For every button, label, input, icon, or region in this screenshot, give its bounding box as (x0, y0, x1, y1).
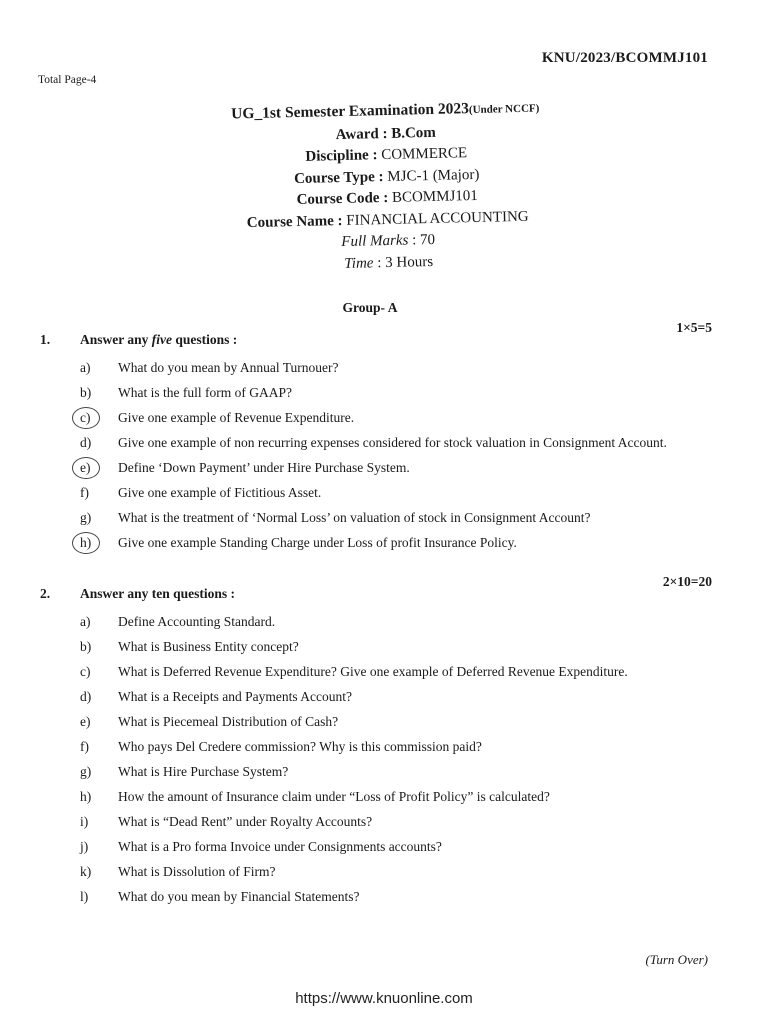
question-marks: 2×10=20 (662, 574, 712, 589)
question-item (40, 484, 712, 502)
question-instruction (80, 332, 237, 348)
question-2 (40, 574, 712, 906)
discipline-value: COMMERCE (381, 145, 468, 164)
item-text: How the amount of Insurance claim under “Loss of Profit Policy” is calculated? (118, 789, 550, 804)
item-text: Define ‘Down Payment’ under Hire Purchase System. (118, 460, 410, 475)
question-item (40, 838, 712, 856)
item-text: What is a Receipts and Payments Account? (118, 689, 352, 704)
item-label: b) (80, 385, 92, 400)
item-text: Give one example of non recurring expenses considered for stock valuation in Consignment Account. (118, 435, 667, 450)
instruction-text: Answer any (80, 332, 152, 347)
total-page: Total Page-4 (38, 74, 97, 86)
item-text: Give one example of Fictitious Asset. (118, 485, 322, 500)
exam-title: UG_1st Semester Examination 2023 (230, 100, 470, 123)
time-value: : 3 Hours (377, 253, 434, 271)
item-label: g) (80, 510, 92, 525)
question-1 (40, 320, 712, 552)
question-item (40, 713, 712, 731)
question-item (40, 638, 712, 656)
instruction-emphasis: five (151, 332, 172, 347)
question-instruction (80, 586, 235, 602)
item-label: g) (80, 764, 92, 779)
item-label: e) (80, 714, 91, 729)
item-label: h) (80, 789, 92, 804)
question-item (40, 813, 712, 831)
discipline-label: Discipline : (305, 147, 378, 165)
question-item (40, 688, 712, 706)
item-label: d) (80, 689, 92, 704)
item-label: a) (80, 614, 91, 629)
item-label: k) (80, 864, 92, 879)
item-label: f) (80, 739, 89, 754)
instruction-text: Answer any ten questions : (80, 586, 236, 601)
item-label: a) (80, 360, 91, 375)
question-item (40, 738, 712, 756)
time-label: Time (344, 254, 374, 272)
question-item (40, 384, 712, 402)
question-item (40, 763, 712, 781)
item-label: c) (80, 664, 91, 679)
question-item (40, 613, 712, 631)
item-text: Define Accounting Standard. (118, 614, 276, 629)
item-text: What is Dissolution of Firm? (118, 864, 276, 879)
item-text: What is “Dead Rent” under Royalty Accounts? (118, 814, 373, 829)
turn-over-note: (Turn Over) (645, 952, 708, 967)
item-text: Give one example Standing Charge under Loss of profit Insurance Policy. (118, 535, 517, 550)
question-item (40, 359, 712, 377)
item-text: Give one example of Revenue Expenditure. (118, 410, 355, 425)
question-header (40, 574, 712, 606)
item-label: c) (80, 410, 91, 425)
group-title: Group- A (342, 300, 398, 315)
item-text: What is Business Entity concept? (118, 639, 299, 654)
question-item (40, 409, 712, 427)
item-text: What is the treatment of ‘Normal Loss’ on valuation of stock in Consignment Account? (118, 510, 591, 525)
question-header (40, 320, 712, 352)
question-number: 2. (40, 586, 51, 601)
exam-header (150, 95, 624, 280)
question-item (40, 434, 712, 452)
question-item (40, 459, 712, 477)
course-type-value: MJC-1 (Major) (387, 166, 480, 185)
footer-url[interactable]: https://www.knuonline.com (295, 990, 473, 1007)
item-label: l) (80, 889, 89, 904)
full-marks-label: Full Marks (341, 232, 409, 251)
item-text: Who pays Del Credere commission? Why is this commission paid? (118, 739, 482, 754)
question-item (40, 863, 712, 881)
question-marks: 1×5=5 (676, 320, 712, 335)
course-code-value: BCOMMJ101 (391, 187, 479, 206)
item-label: i) (80, 814, 89, 829)
item-text: What is a Pro forma Invoice under Consignments accounts? (118, 839, 442, 854)
question-item (40, 663, 712, 681)
course-name-value: FINANCIAL ACCOUNTING (346, 208, 529, 229)
item-text: What do you mean by Annual Turnouer? (118, 360, 339, 375)
item-text: What is the full form of GAAP? (118, 385, 292, 400)
item-label: e) (80, 460, 91, 475)
award-label: Award : (335, 125, 388, 143)
paper-code: KNU/2023/BCOMMJ101 (541, 50, 708, 66)
course-type-label: Course Type : (293, 168, 384, 187)
item-text: What is Piecemeal Distribution of Cash? (118, 714, 339, 729)
course-code-label: Course Code : (296, 189, 389, 209)
item-text: What is Deferred Revenue Expenditure? Give one example of Deferred Revenue Expenditure. (118, 664, 628, 679)
question-item (40, 509, 712, 527)
item-label: j) (80, 839, 89, 854)
item-label: b) (80, 639, 92, 654)
instruction-text: questions : (172, 332, 238, 347)
award-value: B.Com (391, 124, 436, 142)
question-item (40, 788, 712, 806)
item-label: h) (80, 535, 92, 550)
exam-suffix: (Under NCCF) (468, 102, 540, 117)
item-text: What do you mean by Financial Statements? (118, 889, 360, 904)
item-label: d) (80, 435, 92, 450)
course-name-label: Course Name : (246, 212, 343, 231)
item-text: What is Hire Purchase System? (118, 764, 289, 779)
question-number: 1. (40, 332, 51, 347)
question-item (40, 534, 712, 552)
item-label: f) (80, 485, 89, 500)
question-item (40, 888, 712, 906)
full-marks-value: : 70 (411, 231, 436, 249)
